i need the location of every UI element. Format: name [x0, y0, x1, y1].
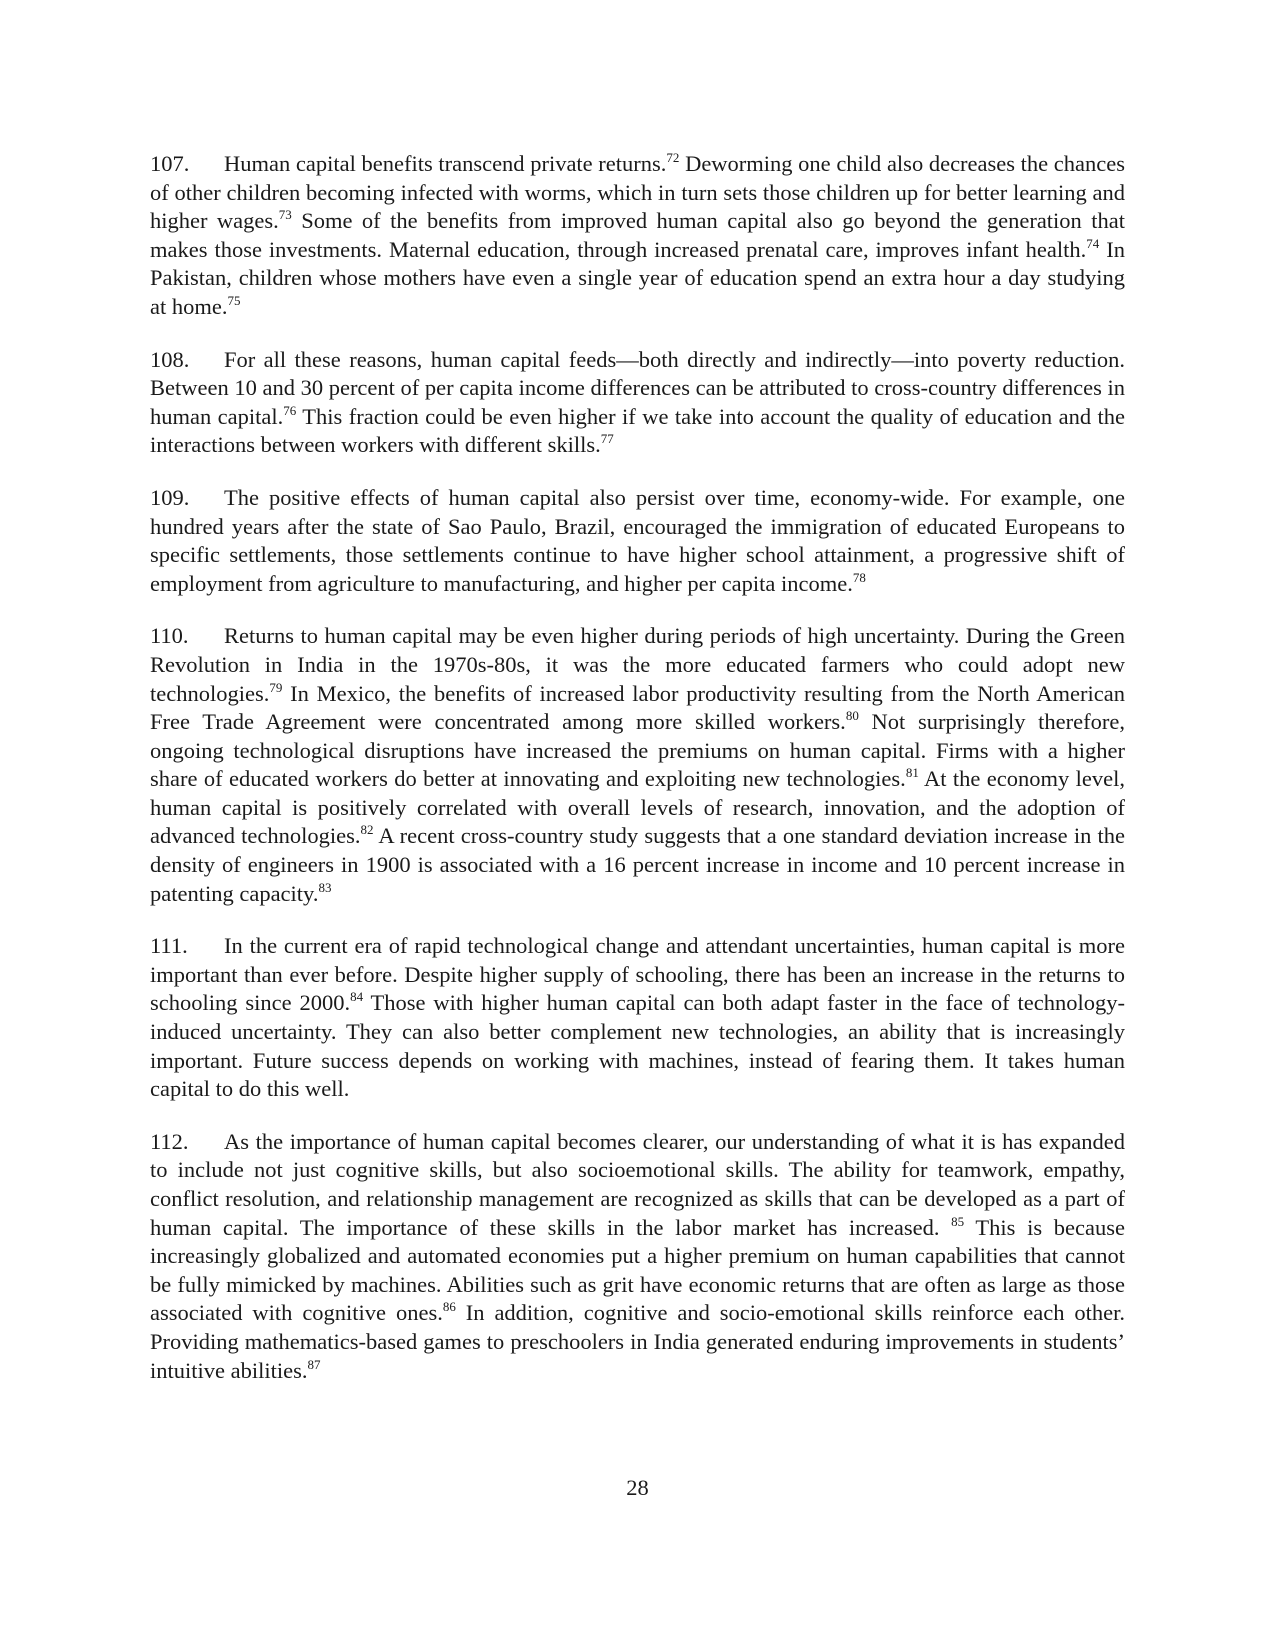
footnote-ref: 81 — [905, 765, 919, 781]
paragraph-text: In Mexico, the benefits of increased labor productivity resulting from the North American Free Trade Agreement were concentrated among more skilled workers. — [150, 680, 1125, 735]
page-body — [150, 150, 1125, 1409]
paragraph-text: At the economy level, human capital is positively correlated with overall levels of research, innovation, and the adoption of advanced technologies. — [150, 766, 1125, 849]
footnote-ref: 76 — [283, 402, 297, 418]
page-number: 28 — [626, 1475, 649, 1500]
paragraph-text: The positive effects of human capital also persist over time, economy-wide. For example, one hundred years after the state of Sao Paulo, Brazil, encouraged the immigration of educated Europeans to specific settlements, those settlements continue to have higher school attainment, a progressive shift of employment from agriculture to manufacturing, and higher per capita income. — [150, 484, 1125, 596]
paragraph-text: For all these reasons, human capital feeds—both directly and indirectly—into poverty reduction. Between 10 and 30 percent of per capita income differences can be attributed to cross-country differences in human capital. — [150, 346, 1126, 429]
paragraph-text: In addition, cognitive and socio-emotional skills reinforce each other. Providing mathematics-based games to preschoolers in India generated enduring improvements in students’ intuitive abilities. — [150, 1300, 1125, 1383]
paragraph-number: 110. — [150, 623, 189, 649]
paragraph-110 — [150, 622, 1125, 908]
footnote-ref: 73 — [278, 207, 292, 223]
footnote-ref: 79 — [269, 679, 283, 695]
footnote-ref: 77 — [600, 431, 614, 447]
footnote-ref: 87 — [307, 1356, 321, 1372]
paragraph-112 — [150, 1128, 1125, 1385]
paragraph-text: Human capital benefits transcend private returns. — [224, 151, 667, 176]
paragraph-text: Not surprisingly therefore, ongoing technological disruptions have increased the premiums on human capital. Firms with a higher share of educated workers do better at innovating and exploiting new technologies. — [150, 709, 1125, 792]
paragraph-text: A recent cross-country study suggests that a one standard deviation increase in the density of engineers in 1900 is associated with a 16 percent increase in income and 10 percent increase in patenting capacity. — [150, 823, 1125, 906]
footnote-ref: 83 — [318, 879, 332, 895]
paragraph-number: 112. — [150, 1128, 189, 1154]
paragraph-number: 109. — [150, 484, 190, 510]
paragraph-109 — [150, 484, 1125, 598]
paragraph-text: Deworming one child also decreases the chances of other children becoming infected with worms, which in turn sets those children up for better learning and higher wages. — [150, 151, 1125, 234]
paragraph-107 — [150, 150, 1125, 322]
paragraph-text: Some of the benefits from improved human capital also go beyond the generation that makes those investments. Maternal education, through increased prenatal care, improves infant health. — [150, 208, 1125, 262]
footnote-ref: 72 — [666, 150, 680, 165]
footnote-ref: 82 — [360, 822, 374, 838]
paragraph-text: In Pakistan, children whose mothers have even a single year of education spend an extra hour a day studying at home. — [150, 236, 1125, 319]
paragraph-text: This is because increasingly globalized and automated economies put a higher premium on human capabilities that cannot be fully mimicked by machines. Abilities such as grit have economic returns that are often as large as those associated with cognitive ones. — [150, 1214, 1125, 1326]
paragraph-number: 111. — [150, 933, 188, 959]
footnote-ref: 74 — [1086, 235, 1100, 251]
paragraph-text: This fraction could be even higher if we take into account the quality of education and the interactions between workers with different skills. — [150, 403, 1125, 458]
footnote-ref: 75 — [227, 292, 241, 308]
footnote-ref: 85 — [951, 1213, 965, 1229]
paragraph-text: Returns to human capital may be even higher during periods of high uncertainty. During the Green Revolution in India in the 1970s-80s, it was the more educated farmers who could adopt new technologies. — [150, 623, 1125, 706]
footnote-ref: 84 — [350, 989, 364, 1005]
paragraph-text: In the current era of rapid technological change and attendant uncertainties, human capital is more important than ever before. Despite higher supply of schooling, there has been an increase in the returns to schooling since 2000. — [150, 933, 1125, 1016]
paragraph-number: 107. — [150, 151, 190, 176]
footnote-ref: 80 — [845, 708, 859, 724]
paragraph-108 — [150, 346, 1125, 460]
paragraph-number: 108. — [150, 346, 190, 372]
paragraph-text: As the importance of human capital becomes clearer, our understanding of what it is has expanded to include not just cognitive skills, but also socioemotional skills. The ability for teamwork, empathy, conflict resolution, and relationship management are recognized as skills that can be developed as a part of human capital. The importance of these skills in the labor market has increased. — [150, 1128, 1125, 1240]
paragraph-111 — [150, 932, 1125, 1104]
paragraph-text: Those with higher human capital can both adapt faster in the face of technology-induced uncertainty. They can also better complement new technologies, an ability that is increasingly important. Future success depends on working with machines, instead of fearing them. It takes human capital to do this well. — [150, 990, 1125, 1102]
footnote-ref: 78 — [852, 569, 866, 585]
footnote-ref: 86 — [442, 1299, 456, 1315]
